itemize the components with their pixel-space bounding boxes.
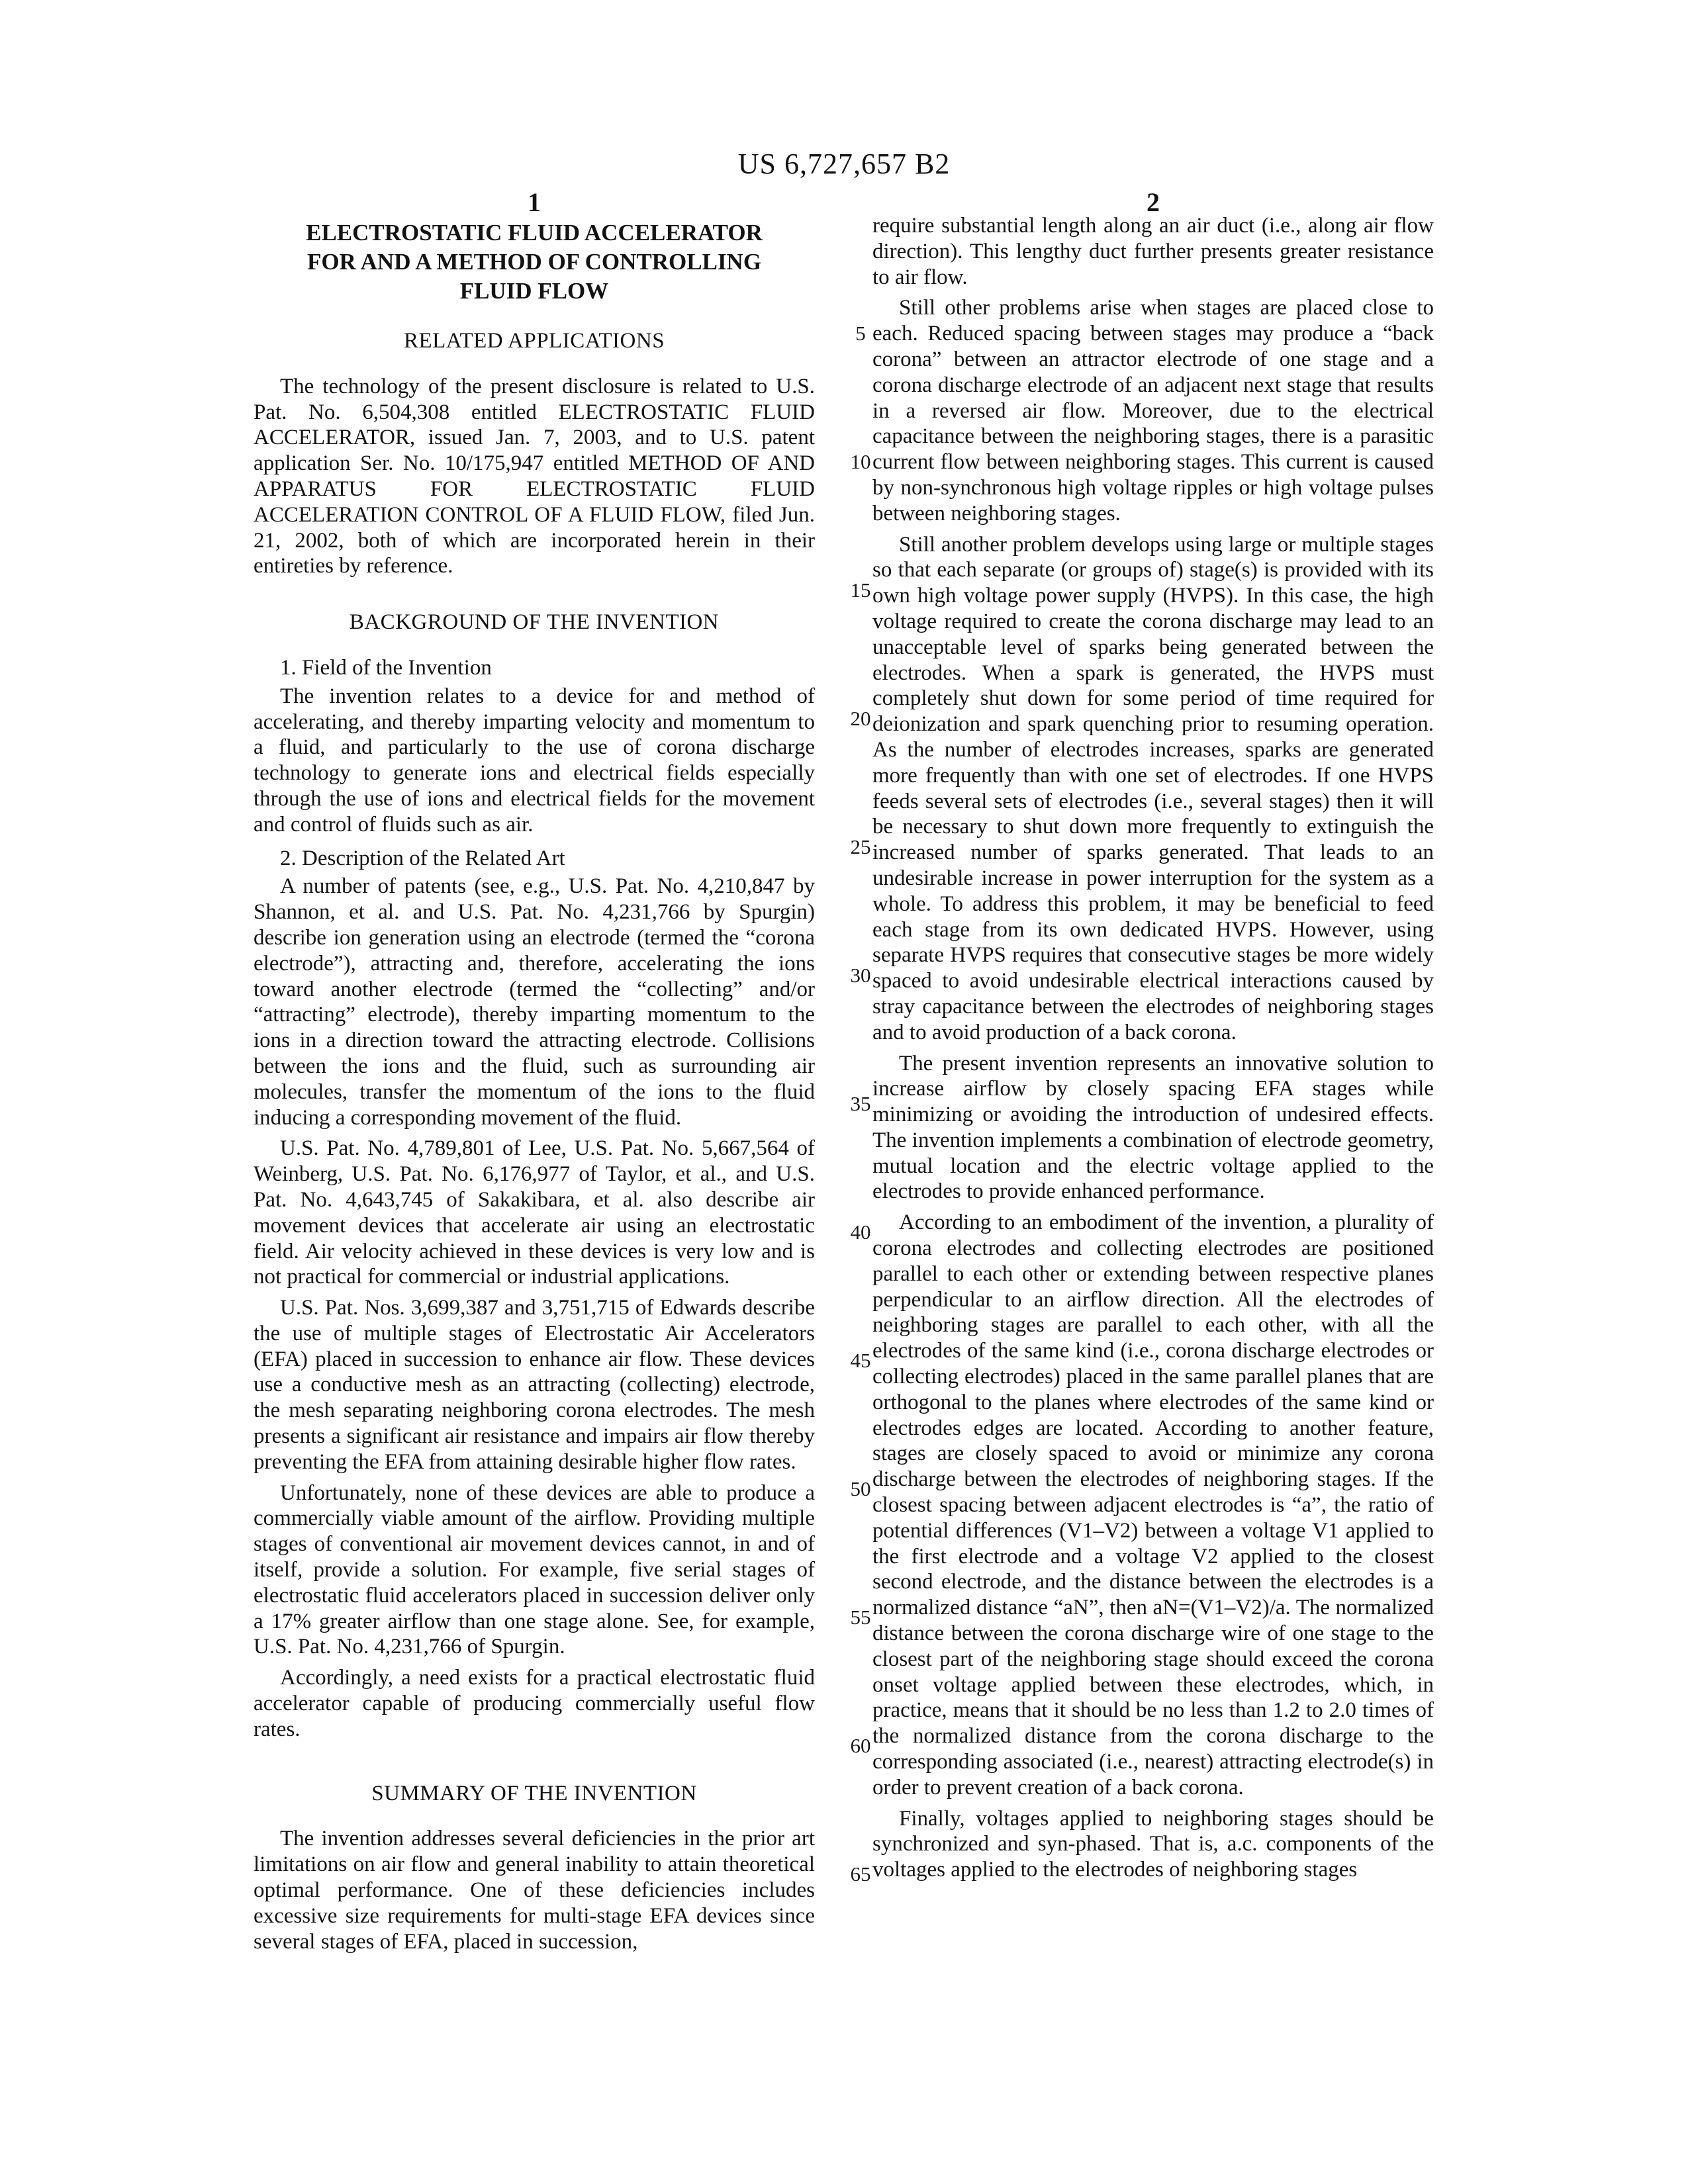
paragraph-related-applications: The technology of the present disclosure is related to U.S. Pat. No. 6,504,308 entitled ELECTROSTATIC FLUID ACCELERATOR, issued Jan. 7, 2003, and to U.S. patent application Ser. No. 10/175,947 entitled METHOD OF AND APPARATUS FOR ELECTROSTATIC FLUID ACCELERATION CONTROL OF A FLUID FLOW, filed Jun. 21, 2002, both of which are incorporated herein in their entireties by reference. <box>254 374 815 578</box>
line-number-55: 55 <box>850 1606 871 1629</box>
section-heading-related-applications: RELATED APPLICATIONS <box>403 329 665 353</box>
subheading-description-related-art: 2. Description of the Related Art <box>280 846 565 870</box>
paragraph-related-art-2: U.S. Pat. No. 4,789,801 of Lee, U.S. Pat. No. 5,667,564 of Weinberg, U.S. Pat. No. 6,176,977 of Taylor, et al., and U.S. Pat. No. 4,643,745 of Sakakibara, et al. also describe air movement devices that accelerate air using an electrostatic field. Air velocity achieved in these devices is very low and is not practical for commercial or industrial applications. <box>254 1136 815 1289</box>
line-number-65: 65 <box>850 1862 871 1886</box>
paragraph-related-art-1: A number of patents (see, e.g., U.S. Pat. No. 4,210,847 by Shannon, et al. and U.S. Pat. No. 4,231,766 by Spurgin) describe ion generation using an electrode (termed the “corona electrode”), attracting and, therefore, accelerating the ions toward another electrode (termed the “collecting” and/or “attracting” electrode), thereby imparting momentum to the ions in a direction toward the attracting electrode. Collisions between the ions and the fluid, such as surrounding air molecules, transfer the momentum of the ions to the fluid inducing a corresponding movement of the fluid. <box>254 874 815 1130</box>
right-text-column <box>872 213 1434 1888</box>
paragraph-back-corona: Still other problems arise when stages are placed close to each. Reduced spacing between stages may produce a “back corona” between an attractor electrode of one stage and a corona discharge electrode of an adjacent next stage that results in a reversed air flow. Moreover, due to the electrical capacitance between the neighboring stages, there is a parasitic current flow between neighboring stages. This current is caused by non-synchronous high voltage ripples or high voltage pulses between neighboring stages. <box>872 296 1434 525</box>
paragraph-related-art-3: U.S. Pat. Nos. 3,699,387 and 3,751,715 of Edwards describe the use of multiple stages of Electrostatic Air Accelerators (EFA) placed in succession to enhance air flow. These devices use a conductive mesh as an attracting (collecting) electrode, the mesh separating neighboring corona electrodes. The mesh presents a significant air resistance and impairs air flow thereby preventing the EFA from attaining desirable higher flow rates. <box>254 1296 815 1474</box>
line-number-50: 50 <box>850 1477 871 1500</box>
line-number-25: 25 <box>850 835 871 858</box>
paragraph-innovative-solution: The present invention represents an innovative solution to increase airflow by closely spacing EFA stages while minimizing or avoiding the introduction of undesired effects. The invention implements a combination of electrode geometry, mutual location and the electric voltage applied to the electrodes to provide enhanced performance. <box>872 1051 1434 1204</box>
paragraph-related-art-4: Unfortunately, none of these devices are able to produce a commercially viable amount of the airflow. Providing multiple stages of conventional air movement devices cannot, in and of itself, provide a solution. For example, five serial stages of electrostatic fluid accelerators placed in succession deliver only a 17% greater airflow than one stage alone. See, for example, U.S. Pat. No. 4,231,766 of Spurgin. <box>254 1480 815 1659</box>
invention-title: ELECTROSTATIC FLUID ACCELERATOR FOR AND A METHOD OF CONTROLLING FLUID FLOW <box>306 220 763 304</box>
line-number-30: 30 <box>850 964 871 987</box>
left-text-column <box>254 218 815 1960</box>
paragraph-summary-intro: The invention addresses several deficiencies in the prior art limitations on air flow and general inability to attain theoretical optimal performance. One of these deficiencies includes excessive size requirements for multi-stage EFA devices since several stages of EFA, placed in succession, <box>254 1827 815 1954</box>
line-number-45: 45 <box>850 1349 871 1372</box>
patent-number-header: US 6,727,657 B2 <box>737 148 951 180</box>
section-heading-summary: SUMMARY OF THE INVENTION <box>371 1781 697 1805</box>
line-number-40: 40 <box>850 1220 871 1244</box>
line-number-20: 20 <box>850 707 871 730</box>
subheading-field-of-invention: 1. Field of the Invention <box>280 655 492 680</box>
line-number-5: 5 <box>855 322 866 345</box>
paragraph-synchronized-voltages: Finally, voltages applied to neighboring stages should be synchronized and syn-phased. That is, a.c. components of the voltages applied to the electrodes of neighboring stages <box>872 1806 1434 1882</box>
line-number-60: 60 <box>850 1734 871 1757</box>
paragraph-field-of-invention: The invention relates to a device for and method of accelerating, and thereby imparting velocity and momentum to a fluid, and particularly to the use of corona discharge technology to generate ions and electrical fields especially through the use of ions and electrical fields for the movement and control of fluids such as air. <box>254 684 815 837</box>
paragraph-related-art-5: Accordingly, a need exists for a practical electrostatic fluid accelerator capable of producing commercially useful flow rates. <box>254 1666 815 1741</box>
line-number-10: 10 <box>850 450 871 473</box>
paragraph-embodiment: According to an embodiment of the invention, a plurality of corona electrodes and collecting electrodes are positioned parallel to each other or extending between respective planes perpendicular to an airflow direction. All the electrodes of neighboring stages are parallel to each other, with all the electrodes of the same kind (i.e., corona discharge electrodes or collecting electrodes) placed in the same parallel planes that are orthogonal to the planes where electrodes of the same kind or electrodes edges are located. According to another feature, stages are closely spaced to avoid or minimize any corona discharge between the electrodes of neighboring stages. If the closest spacing between adjacent electrodes is “a”, the ratio of potential differences (V1–V2) between a voltage V1 applied to the first electrode and a voltage V2 applied to the closest second electrode, and the distance between the electrodes is a normalized distance “aN”, then aN=(V1–V2)/a. The normalized distance between the corona discharge wire of one stage to the closest part of the neighboring stage should exceed the corona onset voltage applied between these electrodes, which, in practice, means that it should be no less than 1.2 to 2.0 times of the normalized distance from the corona discharge to the corresponding associated (i.e., nearest) attracting electrode(s) in order to prevent creation of a back corona. <box>872 1210 1434 1799</box>
paragraph-hvps-problem: Still another problem develops using large or multiple stages so that each separate (or groups of) stage(s) is provided with its own high voltage power supply (HVPS). In this case, the high voltage required to create the corona discharge may lead to an unacceptable level of sparks being generated between the electrodes. When a spark is generated, the HVPS must completely shut down for some period of time required for deionization and spark quenching prior to resuming operation. As the number of electrodes increases, sparks are generated more frequently than with one set of electrodes. If one HVPS feeds several sets of electrodes (i.e., several stages) then it will be necessary to shut down more frequently to extinguish the increased number of sparks generated. That leads to an undesirable increase in power interruption for the system as a whole. To address this problem, it may be beneficial to feed each stage from its own dedicated HVPS. However, using separate HVPS requires that consecutive stages be more widely spaced to avoid undesirable electrical interactions caused by stray capacitance between the electrodes of neighboring stages and to avoid production of a back corona. <box>872 532 1434 1044</box>
paragraph-duct-continuation: require substantial length along an air duct (i.e., along air flow direction). This lengthy duct further presents greater resistance to air flow. <box>872 214 1434 289</box>
line-number-15: 15 <box>850 578 871 602</box>
line-number-35: 35 <box>850 1092 871 1115</box>
column-number-right: 2 <box>1147 187 1160 217</box>
section-heading-background: BACKGROUND OF THE INVENTION <box>349 610 720 635</box>
column-number-left: 1 <box>528 187 541 217</box>
